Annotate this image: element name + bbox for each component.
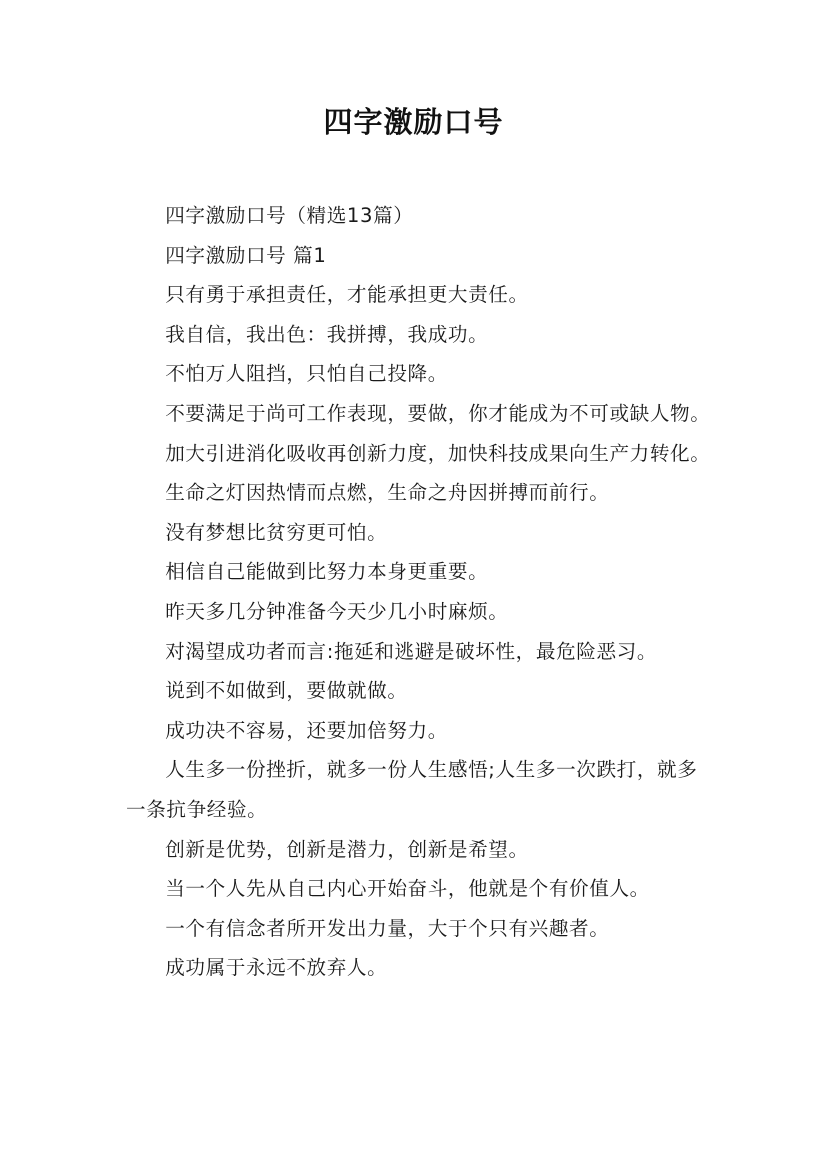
paragraph: 当一个人先从自己内心开始奋斗，他就是个有价值人。 (165, 877, 650, 901)
paragraph: 成功属于永远不放弃人。 (165, 956, 388, 980)
paragraph: 四字激励口号（精选13篇） (165, 204, 414, 227)
paragraph: 人生多一份挫折，就多一份人生感悟;人生多一次跌打，就多一条抗争经验。 (126, 758, 698, 821)
document-title: 四字激励口号 (323, 105, 504, 139)
paragraph: 不要满足于尚可工作表现，要做，你才能成为不可或缺人物。 (165, 401, 711, 425)
paragraph: 一个有信念者所开发出力量，大于个只有兴趣者。 (165, 916, 610, 940)
paragraph: 成功决不容易，还要加倍努力。 (165, 718, 448, 742)
paragraph: 只有勇于承担责任，才能承担更大责任。 (165, 283, 529, 307)
paragraph: 我自信，我出色：我拼搏，我成功。 (165, 322, 489, 346)
paragraph: 四字激励口号 篇1 (165, 243, 327, 267)
paragraph: 没有梦想比贫穷更可怕。 (165, 520, 388, 544)
paragraph: 昨天多几分钟准备今天少几小时麻烦。 (165, 599, 509, 623)
paragraph: 创新是优势，创新是潜力，创新是希望。 (165, 837, 529, 861)
paragraph: 说到不如做到，要做就做。 (165, 679, 408, 703)
paragraph: 不怕万人阻挡，只怕自己投降。 (165, 362, 448, 386)
paragraph: 相信自己能做到比努力本身更重要。 (165, 560, 489, 584)
document-body (126, 196, 716, 988)
paragraph: 对渴望成功者而言:拖延和逃避是破坏性，最危险恶习。 (165, 639, 658, 663)
paragraph: 生命之灯因热情而点燃，生命之舟因拼搏而前行。 (165, 481, 610, 505)
paragraph: 加大引进消化吸收再创新力度，加快科技成果向生产力转化。 (165, 441, 711, 465)
